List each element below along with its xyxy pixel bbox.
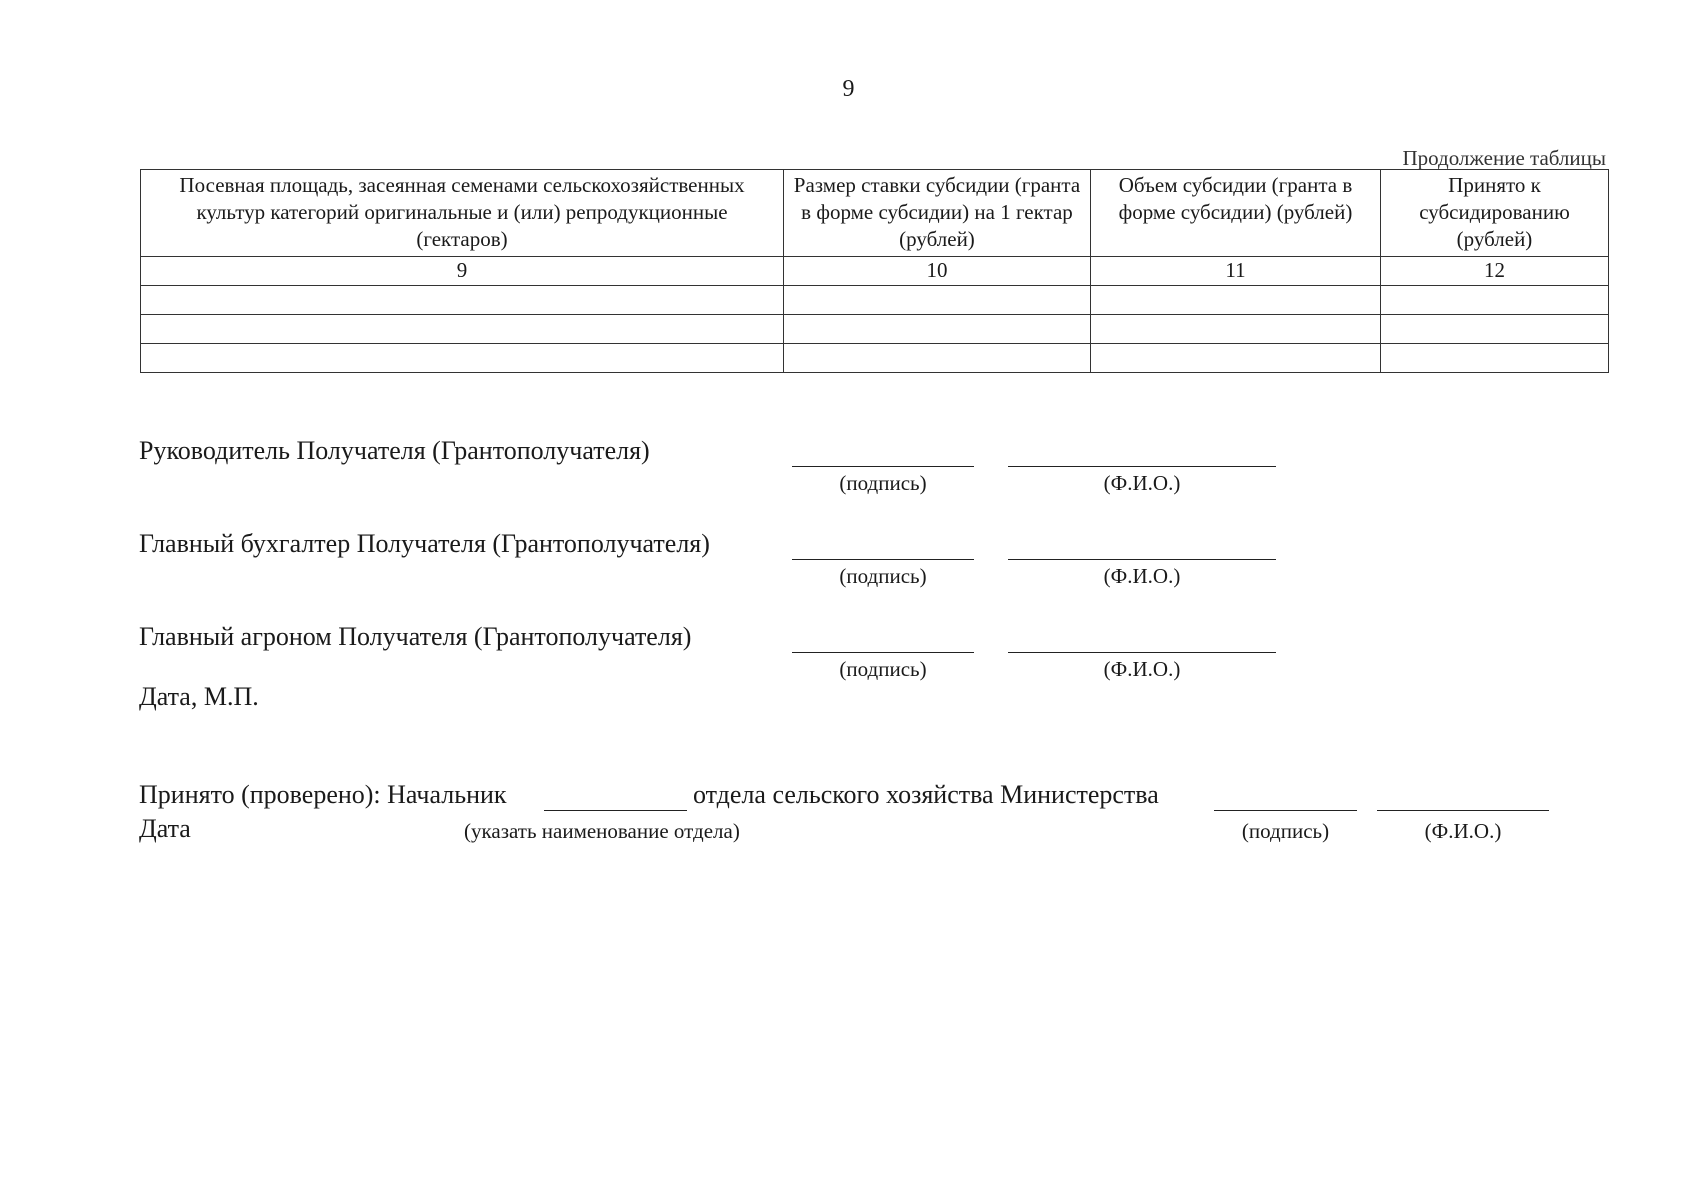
header-subsidy-rate: Размер ставки субсидии (гранта в форме субсидии) на 1 гектар (рублей) — [784, 170, 1091, 257]
head-signature-line — [792, 466, 974, 467]
name-hint: (Ф.И.О.) — [1103, 657, 1181, 681]
table-cell — [1091, 286, 1381, 315]
acceptance-name-hint: (Ф.И.О.) — [1424, 819, 1502, 843]
table-cell — [784, 344, 1091, 373]
acceptance-middle: отдела сельского хозяйства Министерства — [693, 780, 1159, 809]
table-cell — [1091, 344, 1381, 373]
header-accepted: Принято к субсидированию (рублей) — [1381, 170, 1609, 257]
column-number: 10 — [784, 257, 1091, 286]
subsidy-table — [140, 169, 1609, 373]
table-cell — [141, 315, 784, 344]
table-header-row — [141, 170, 1609, 257]
signature-hint: (подпись) — [839, 564, 927, 588]
column-number: 9 — [141, 257, 784, 286]
table-cell — [1381, 315, 1609, 344]
agronomist-name-line — [1008, 652, 1276, 653]
table-cell — [1091, 315, 1381, 344]
page-number: 9 — [842, 76, 855, 102]
head-signature-label: Руководитель Получателя (Грантополучателя) — [139, 436, 650, 465]
table-caption: Продолжение таблицы — [1402, 146, 1606, 170]
table-cell — [784, 286, 1091, 315]
column-number-row — [141, 257, 1609, 286]
department-hint: (указать наименование отдела) — [464, 819, 740, 843]
accountant-name-line — [1008, 559, 1276, 560]
acceptance-signature-hint: (подпись) — [1241, 819, 1330, 843]
name-hint: (Ф.И.О.) — [1103, 564, 1181, 588]
date-stamp-label: Дата, М.П. — [139, 682, 259, 711]
table-cell — [1381, 286, 1609, 315]
acceptance-name-line — [1377, 810, 1549, 811]
table-cell — [1381, 344, 1609, 373]
table-cell — [141, 344, 784, 373]
agronomist-signature-label: Главный агроном Получателя (Грантополучателя) — [139, 622, 692, 651]
table-cell — [141, 286, 784, 315]
signature-hint: (подпись) — [839, 471, 927, 495]
table-row — [141, 344, 1609, 373]
table-cell — [784, 315, 1091, 344]
agronomist-signature-line — [792, 652, 974, 653]
table-row — [141, 286, 1609, 315]
department-line — [544, 810, 687, 811]
name-hint: (Ф.И.О.) — [1103, 471, 1181, 495]
column-number: 12 — [1381, 257, 1609, 286]
acceptance-prefix: Принято (проверено): Начальник — [139, 780, 507, 809]
accountant-signature-line — [792, 559, 974, 560]
table-row — [141, 315, 1609, 344]
acceptance-signature-line — [1214, 810, 1357, 811]
header-sown-area: Посевная площадь, засеянная семенами сельскохозяйственных культур категорий оригинальные и (или) репродукционные (гектаров) — [141, 170, 784, 257]
acceptance-date-label: Дата — [139, 814, 191, 843]
header-subsidy-amount: Объем субсидии (гранта в форме субсидии) (рублей) — [1091, 170, 1381, 257]
head-name-line — [1008, 466, 1276, 467]
column-number: 11 — [1091, 257, 1381, 286]
accountant-signature-label: Главный бухгалтер Получателя (Грантополучателя) — [139, 529, 710, 558]
signature-hint: (подпись) — [839, 657, 927, 681]
